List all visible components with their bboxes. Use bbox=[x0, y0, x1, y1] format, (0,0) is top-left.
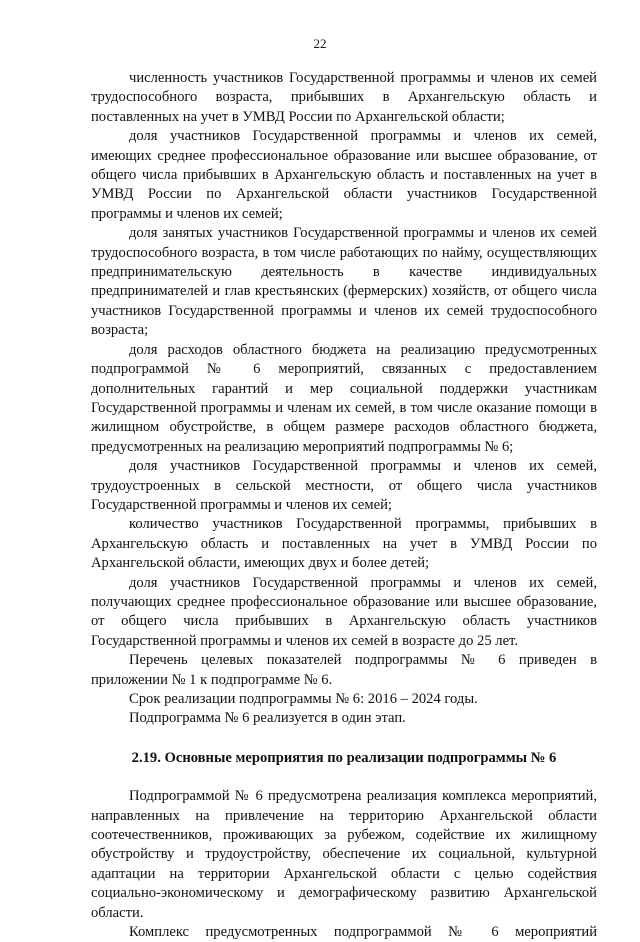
paragraph: Подпрограмма № 6 реализуется в один этап. bbox=[129, 710, 406, 727]
paragraph: Срок реализации подпрограммы № 6: 2016 – 2024 годы. bbox=[129, 691, 478, 707]
paragraph: доля занятых участников Государственной программы и членов их семей трудоспособного возраста, в том числе работающих по найму, осуществляющих предпринимательскую деятельность в качестве индивидуальных предпринимателей и глав крестьянских (фермерских) хозяйств, от общего числа участников Государственной программы и членов их семей трудоспособного возраста; bbox=[91, 225, 597, 339]
document-body bbox=[91, 69, 597, 942]
paragraph: Комплекс предусмотренных подпрограммой № 6 мероприятий bbox=[129, 924, 597, 941]
page-number: 22 bbox=[313, 36, 327, 51]
paragraph: доля участников Государственной программы и членов их семей, трудоустроенных в сельской местности, от общего числа участников Государственной программы и членов их семей; bbox=[91, 458, 597, 513]
paragraph: доля участников Государственной программы и членов их семей, имеющих среднее профессиональное образование или высшее образование, от общего числа прибывших в Архангельскую область и поставленных на учет в УМВД России по Архангельской области участников Государственной программы и членов их семей; bbox=[91, 128, 597, 222]
paragraph: количество участников Государственной программы, прибывших в Архангельскую область и поставленных на учет в УМВД России по Архангельской области, имеющих двух и более детей; bbox=[91, 516, 597, 572]
paragraph: численность участников Государственной программы и членов их семей трудоспособного возраста, прибывших в Архангельскую область и поставленных на учет в УМВД России по Архангельской области; bbox=[91, 70, 597, 125]
paragraph: доля расходов областного бюджета на реализацию предусмотренных подпрограммой № 6 мероприятий, связанных с предоставлением дополнительных гарантий и мер социальной поддержки участникам Государственной программы и членам их семей, в том числе оказание помощи в жилищном обустройстве, в общем размере расходов областного бюджета, предусмотренных на реализацию мероприятий подпрограммы № 6; bbox=[91, 341, 597, 455]
paragraph: Подпрограммой № 6 предусмотрена реализация комплекса мероприятий, направленных на привлечение на территорию Архангельской области соотечественников, проживающих за рубежом, содействие их жилищному обустройству и трудоустройству, обеспечение их социальной, культурной адаптации на территории Архангельской области с целью содействия социально-экономическому и демографическому развитию Архангельской области. bbox=[91, 788, 597, 921]
section-heading: 2.19. Основные мероприятия по реализации подпрограммы № 6 bbox=[131, 749, 557, 766]
paragraph: Перечень целевых показателей подпрограммы № 6 приведен в приложении № 1 к подпрограмме № 6. bbox=[91, 652, 597, 688]
paragraph: доля участников Государственной программы и членов их семей, получающих среднее профессиональное образование или высшее образование, от общего числа прибывших в Архангельскую область участников Государственной программы и членов их семей в возрасте до 25 лет. bbox=[91, 574, 597, 649]
